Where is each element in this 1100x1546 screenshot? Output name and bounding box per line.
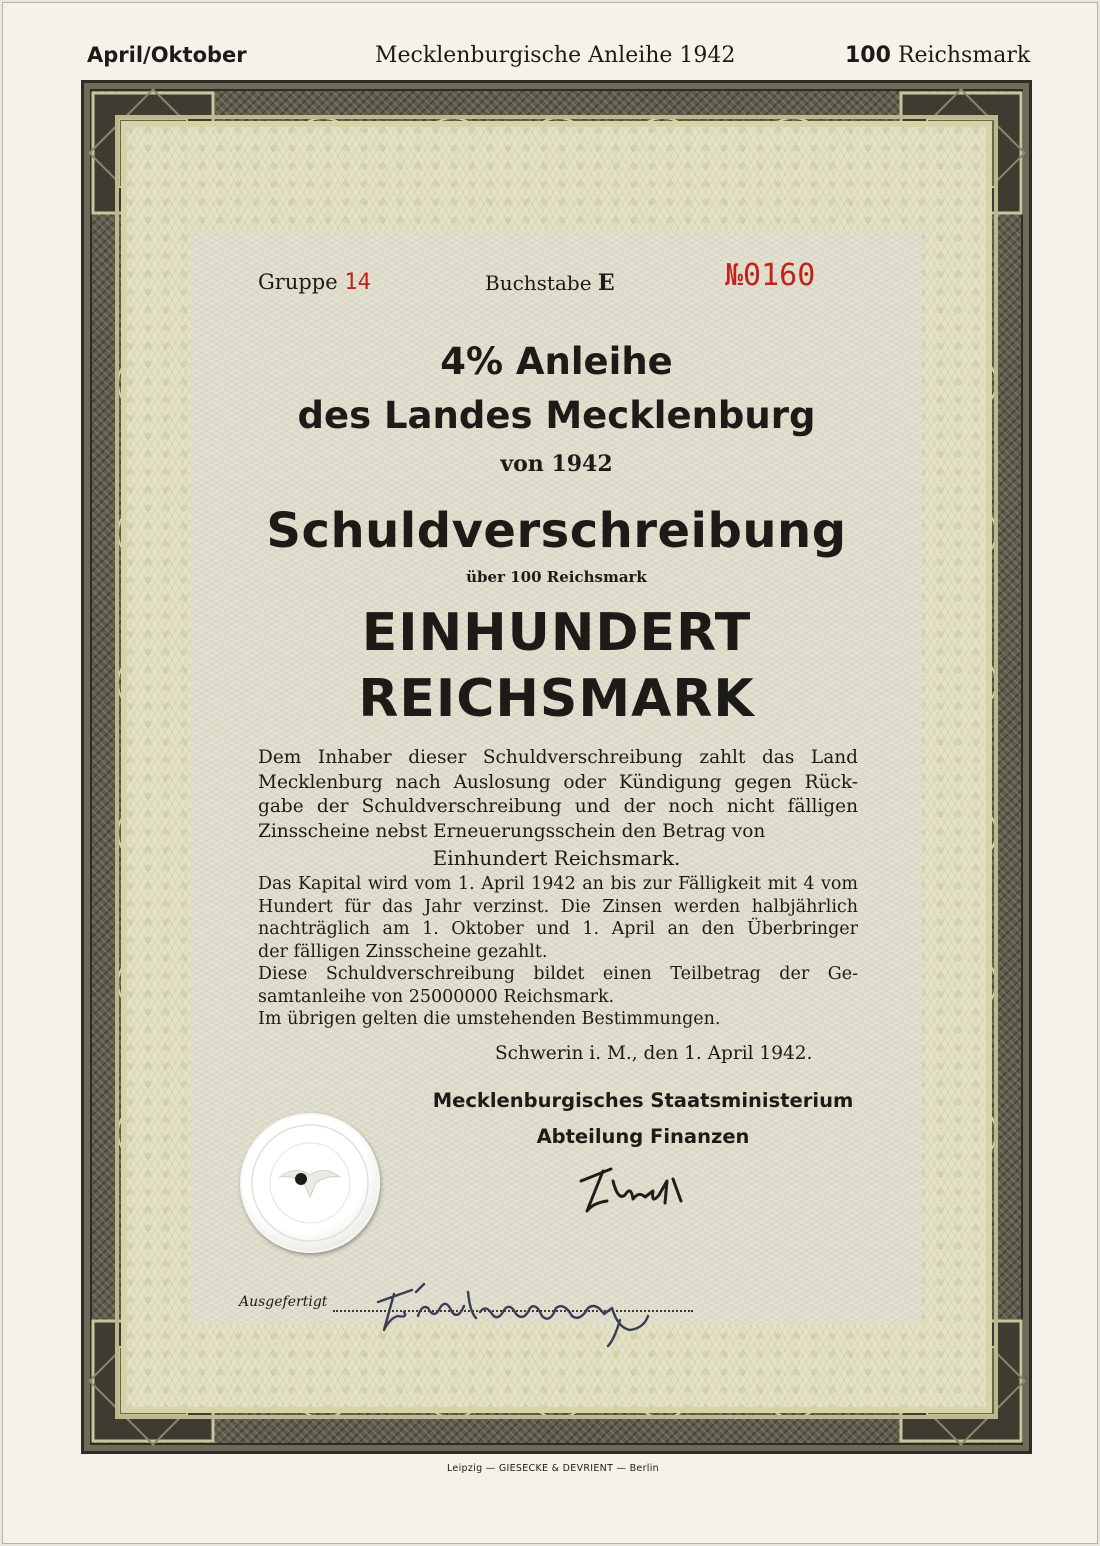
interest-clause-line: der fälligen Zinsscheine gezahlt. [258, 941, 548, 962]
denomination-number: 100 [845, 43, 891, 68]
amount-sentence: Einhundert Reichsmark. [432, 846, 681, 870]
payment-clause-line: gabe der Schuldverschreibung und der noch nicht fälligen [258, 796, 858, 817]
buchstabe [485, 270, 615, 296]
printer-imprint: Leipzig — GIESECKE & DEVRIENT — Berlin [447, 1463, 659, 1474]
title-year: von 1942 [500, 451, 613, 477]
loan-name: Mecklenburgische Anleihe 1942 [375, 43, 736, 68]
clerk-signature [368, 1268, 688, 1348]
gruppe-value: 14 [344, 270, 371, 295]
bond-certificate [2, 2, 1098, 1544]
place-date: Schwerin i. M., den 1. April 1942. [495, 1043, 813, 1064]
cancellation-punch-hole [295, 1173, 307, 1185]
payment-clause [258, 746, 858, 844]
minister-signature [563, 1161, 703, 1221]
amount-words-line1: EINHUNDERT [361, 603, 752, 663]
ausgefertigt-label: Ausgefertigt [239, 1294, 328, 1310]
embossed-seal [240, 1113, 380, 1253]
eagle-emblem-icon [240, 1113, 380, 1253]
interest-clause-line: nachträglich am 1. Oktober und 1. April an den Überbringer [258, 919, 858, 939]
interest-clause-line: Im übrigen gelten die umstehenden Bestimmungen. [258, 1009, 721, 1029]
nominal-small: über 100 Reichsmark [466, 568, 647, 586]
gruppe-label: Gruppe [258, 270, 338, 294]
coupon-dates: April/Oktober [87, 43, 247, 67]
payment-clause-line: Zinsscheine nebst Erneuerungsschein den Betrag von [258, 820, 766, 842]
interest-clause-line: Diese Schuldverschreibung bildet einen Teilbetrag der Ge- [258, 964, 858, 984]
interest-clause-line: Das Kapital wird vom 1. April 1942 an bis zur Fälligkeit mit 4 vom [258, 874, 858, 894]
buchstabe-label: Buchstabe [485, 271, 592, 295]
document-type: Schuldverschreibung [266, 503, 847, 559]
buchstabe-value: E [597, 270, 615, 296]
title-rate: 4% Anleihe [440, 340, 673, 383]
issuer-department: Abteilung Finanzen [536, 1125, 750, 1148]
interest-clause-line: samtanleihe von 25000000 Reichsmark. [258, 986, 615, 1007]
gruppe [258, 270, 371, 295]
interest-clause-line: Hundert für das Jahr verzinst. Die Zinsen werden halbjährlich [258, 896, 858, 917]
payment-clause-line: Dem Inhaber dieser Schuldverschreibung zahlt das Land [258, 747, 858, 768]
title-issuer: des Landes Mecklenburg [297, 394, 816, 437]
interest-clause [258, 873, 858, 1031]
denomination-unit: Reichsmark [897, 43, 1031, 68]
serial-number: №0160 [725, 258, 816, 293]
issuer-ministry: Mecklenburgisches Staatsministerium [432, 1089, 854, 1112]
amount-words-line2: REICHSMARK [358, 669, 755, 729]
payment-clause-line: Mecklenburg nach Auslosung oder Kündigung gegen Rück- [258, 771, 858, 793]
